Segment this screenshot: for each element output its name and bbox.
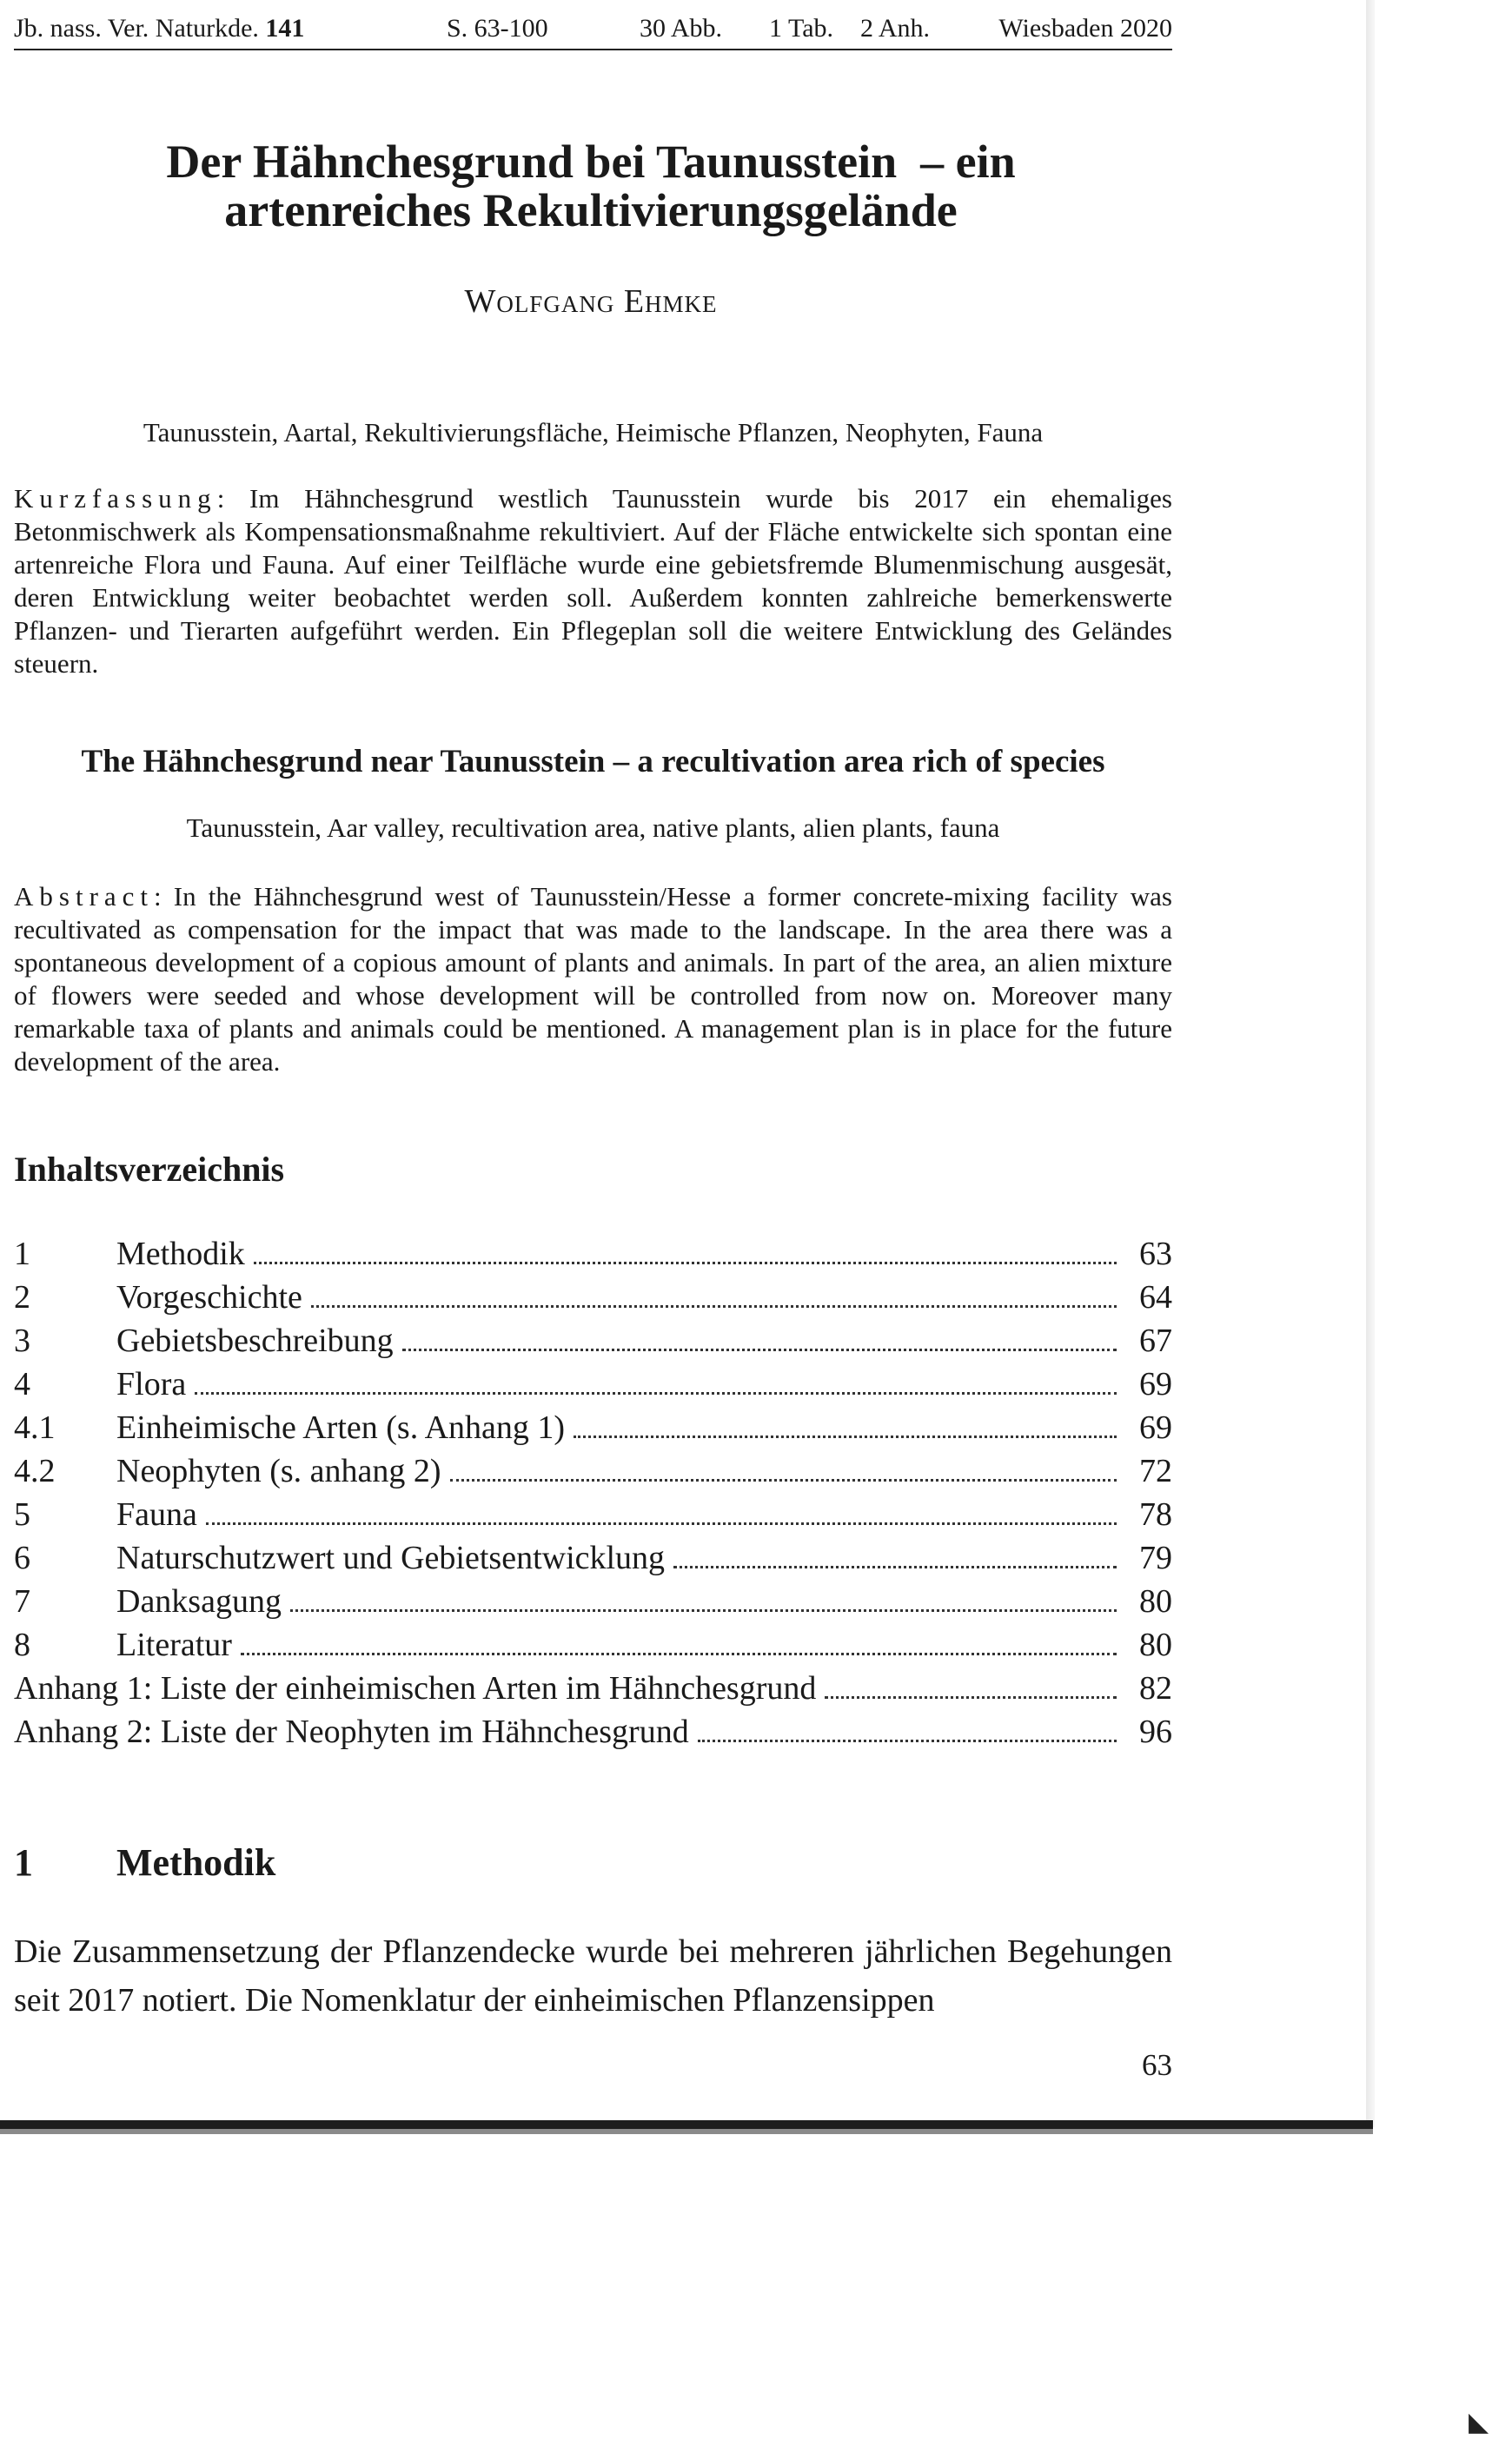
toc-label: Anhang 1: Liste der einheimischen Arten im Hähnchesgrund <box>14 1670 817 1707</box>
abstract-german-text: : Im Hähnchesgrund westlich Taunusstein wurde bis 2017 ein ehemaliges Betonmischwerk als Kompensationsmaßnahme rekultiviert. Auf der Fläche entwickelte sich spontan eine artenreiche Flora und Fauna. Auf einer Teilfläche wurde eine gebietsfremde Blumenmischung ausgesät, deren Entwicklung weiter beobachtet werden soll. Außerdem konnten zahlreiche bemerkenswerte Pflanzen- und Tierarten aufgeführt werden. Ein Pflegeplan soll die weitere Entwicklung des Geländes steuern. <box>14 483 1172 679</box>
toc-leader-dots <box>290 1609 1117 1612</box>
toc-page: 79 <box>1139 1540 1172 1576</box>
author-name: Wolfgang Ehmke <box>464 283 718 320</box>
toc-leader-dots <box>311 1305 1117 1308</box>
toc-label: Flora <box>116 1366 187 1402</box>
toc-entry-appendix <box>14 1710 1172 1754</box>
toc-leader-dots <box>402 1349 1117 1351</box>
toc-entry-appendix <box>14 1667 1172 1710</box>
abstract-english <box>14 880 1172 1078</box>
toc-label: Neophyten (s. anhang 2) <box>116 1453 441 1489</box>
journal-volume: 141 <box>265 14 305 43</box>
toc-page: 67 <box>1139 1323 1172 1359</box>
toc-label: Danksagung <box>116 1583 282 1620</box>
abstract-english-text: : In the Hähnchesgrund west of Taunusstein/Hesse a former concrete-mixing facility was recultivated as compensation for the impact that was made to the landscape. In the area there was a spontaneous development of a copious amount of plants and animals. In part of the area, an alien mixture of flowers were seeded and whose development will be controlled from now on. Moreover many remarkable taxa of plants and animals could be mentioned. A management plan is in place for the future development of the area. <box>14 881 1172 1077</box>
appendix-count: 2 Anh. <box>860 14 931 43</box>
toc-label: Methodik <box>116 1236 245 1272</box>
journal-header <box>14 12 1172 50</box>
paper-edge-shadow <box>1366 0 1375 2127</box>
body-paragraph: Die Zusammensetzung der Pflanzendecke wurde bei mehreren jährlichen Begehungen seit 2017 notiert. Die Nomenklatur der einheimischen Pflanzensippen <box>14 1933 1172 2019</box>
toc-label: Naturschutzwert und Gebietsentwicklung <box>116 1540 666 1576</box>
toc-leader-dots <box>206 1522 1117 1525</box>
toc-page: 69 <box>1139 1409 1172 1446</box>
toc-number: 3 <box>14 1323 30 1359</box>
section-number: 1 <box>14 1841 33 1884</box>
toc-entry <box>14 1406 1172 1449</box>
toc-leader-dots <box>698 1740 1117 1742</box>
toc-number: 6 <box>14 1540 30 1576</box>
toc-label: Fauna <box>116 1496 197 1533</box>
toc-number: 7 <box>14 1583 30 1620</box>
toc-leader-dots <box>825 1696 1117 1699</box>
toc-number: 4.2 <box>14 1453 56 1489</box>
toc-leader-dots <box>450 1479 1117 1482</box>
table-of-contents <box>14 1232 1172 1754</box>
keywords-english: Taunusstein, Aar valley, recultivation area, native plants, alien plants, fauna <box>186 812 1000 843</box>
scan-artifact-icon: ◣ <box>1469 2407 1489 2437</box>
abstract-german-lead: Kurzfassung <box>14 483 217 514</box>
toc-page: 64 <box>1139 1279 1172 1316</box>
journal-name <box>14 12 304 45</box>
section-title: Methodik <box>116 1841 276 1884</box>
toc-page: 80 <box>1139 1627 1172 1663</box>
toc-page: 63 <box>1139 1236 1172 1272</box>
toc-leader-dots <box>574 1435 1117 1438</box>
place-year: Wiesbaden 2020 <box>998 14 1172 43</box>
toc-number: 8 <box>14 1627 30 1663</box>
toc-label: Einheimische Arten (s. Anhang 1) <box>116 1409 566 1446</box>
toc-entry <box>14 1623 1172 1667</box>
toc-label: Anhang 2: Liste der Neophyten im Hähnchesgrund <box>14 1714 689 1750</box>
title-line-2: artenreiches Rekultivierungsgelände <box>224 184 958 236</box>
title-line-1: Der Hähnchesgrund bei Taunusstein – ein <box>166 136 1016 188</box>
toc-entry <box>14 1449 1172 1493</box>
toc-entry <box>14 1363 1172 1406</box>
keywords-german: Taunusstein, Aartal, Rekultivierungsfläche, Heimische Pflanzen, Neophyten, Fauna <box>143 417 1044 448</box>
toc-number: 5 <box>14 1496 30 1533</box>
toc-entry <box>14 1232 1172 1276</box>
journal-title: Jb. nass. Ver. Naturkde. <box>14 14 259 43</box>
toc-leader-dots <box>195 1392 1117 1395</box>
toc-number: 4 <box>14 1366 30 1402</box>
toc-number: 4.1 <box>14 1409 56 1446</box>
scan-edge-shadow <box>0 2129 1373 2134</box>
section-heading <box>14 1840 275 1885</box>
english-title: The Hähnchesgrund near Taunusstein – a recultivation area rich of species <box>81 744 1105 779</box>
toc-page: 80 <box>1139 1583 1172 1620</box>
toc-page: 72 <box>1139 1453 1172 1489</box>
toc-page: 96 <box>1139 1714 1172 1750</box>
figure-count: 30 Abb. <box>640 14 723 43</box>
toc-page: 82 <box>1139 1670 1172 1707</box>
abstract-english-lead: Abstract <box>14 881 155 912</box>
toc-label: Gebietsbeschreibung <box>116 1323 394 1359</box>
toc-label: Literatur <box>116 1627 232 1663</box>
page-range: S. 63-100 <box>447 14 548 43</box>
table-count: 1 Tab. <box>769 14 834 43</box>
toc-leader-dots <box>241 1653 1117 1655</box>
toc-entry <box>14 1536 1172 1580</box>
toc-leader-dots <box>673 1566 1117 1568</box>
toc-heading: Inhaltsverzeichnis <box>14 1150 285 1189</box>
toc-leader-dots <box>254 1262 1117 1264</box>
toc-number: 1 <box>14 1236 30 1272</box>
toc-entry <box>14 1319 1172 1363</box>
toc-label: Vorgeschichte <box>116 1279 302 1316</box>
page-number: 63 <box>1142 2048 1172 2082</box>
toc-page: 69 <box>1139 1366 1172 1402</box>
toc-entry <box>14 1276 1172 1319</box>
abstract-german <box>14 482 1172 680</box>
toc-page: 78 <box>1139 1496 1172 1533</box>
toc-number: 2 <box>14 1279 30 1316</box>
toc-entry <box>14 1580 1172 1623</box>
article-title <box>87 137 1095 235</box>
toc-entry <box>14 1493 1172 1536</box>
scan-edge-rule <box>0 2120 1373 2129</box>
